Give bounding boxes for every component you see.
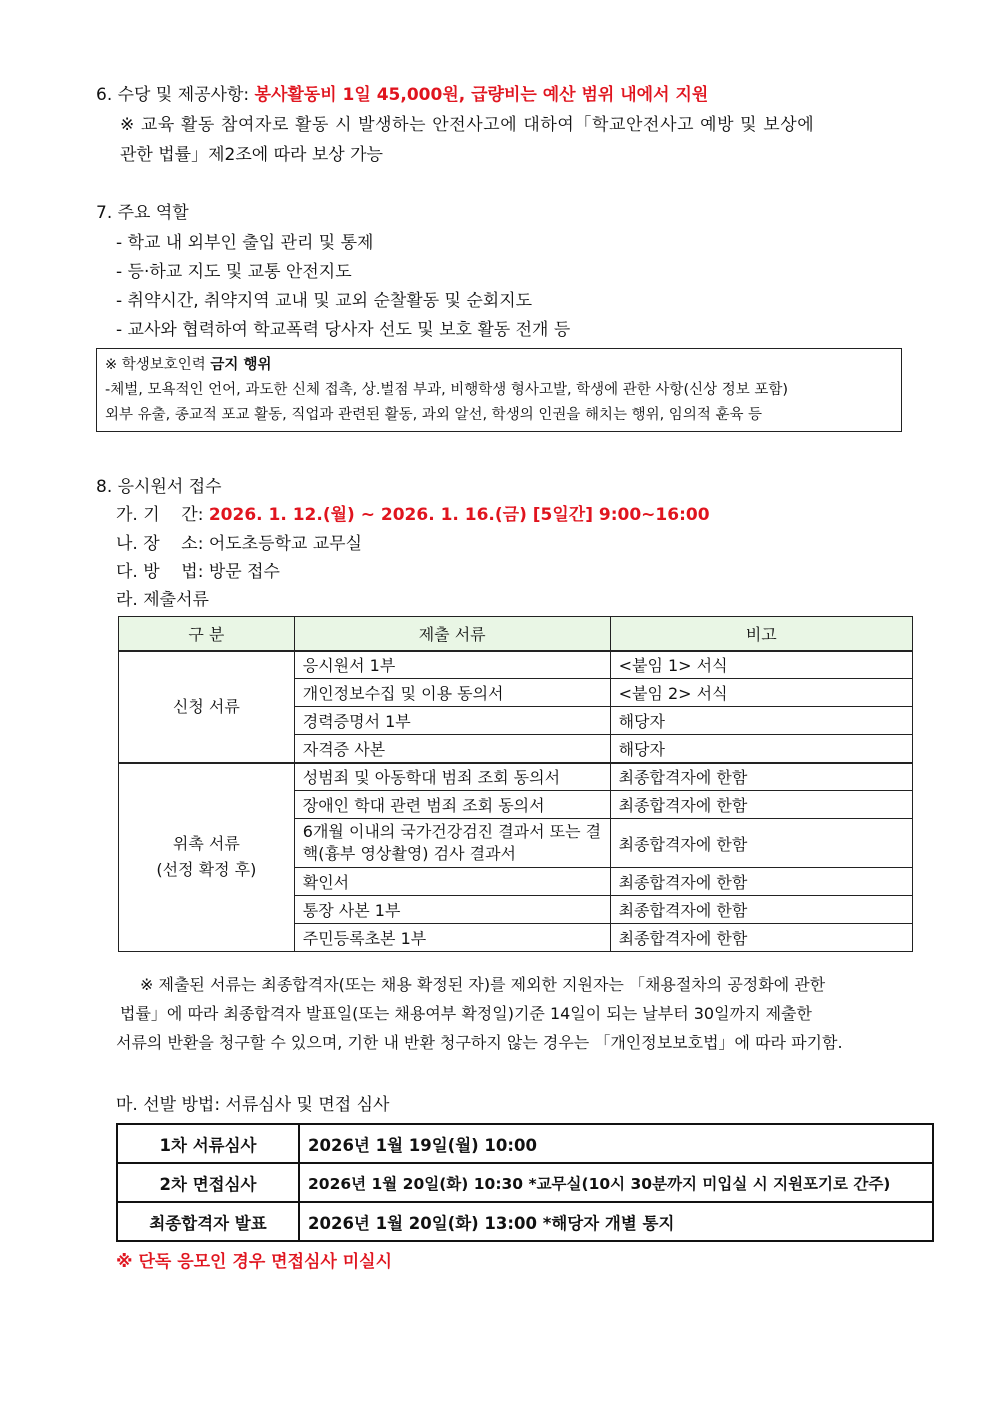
section8-heading: 8. 응시원서 접수 [96, 477, 222, 497]
role-item: - 교사와 협력하여 학교폭력 당사자 선도 및 보호 활동 전개 등 [116, 320, 571, 340]
role-item: - 취약시간, 취약지역 교내 및 교외 순찰활동 및 순회지도 [116, 291, 533, 311]
schedule-row [117, 1163, 933, 1202]
notice-title [105, 353, 893, 378]
table-header-row [119, 617, 913, 651]
document-cell: 성범죄 및 아동학대 범죄 조회 동의서 [294, 763, 610, 791]
notice-line2: -체벌, 모욕적인 언어, 과도한 신체 접촉, 상.벌점 부과, 비행학생 형사고발, 학생에 관한 사항(신상 정보 포함) [105, 382, 789, 398]
document-cell: 주민등록초본 1부 [294, 924, 610, 952]
notice-prefix: ※ 학생보호인력 [105, 357, 211, 373]
note-cell: 해당자 [610, 707, 912, 735]
schedule-value: 2026년 1월 20일(화) 10:30 *교무실(10시 30분까지 미입실 시 지원포기로 간주) [299, 1163, 933, 1202]
return-note-line2: 법률」에 따라 최종합격자 발표일(또는 채용여부 확정일)기준 14일이 되는 날부터 30일까지 제출한 [120, 1004, 812, 1023]
category-application: 신청 서류 [119, 651, 295, 763]
category-appointment-line1: 위촉 서류 [172, 834, 240, 854]
documents-heading: 라. 제출서류 [116, 590, 209, 610]
table-row [119, 763, 913, 791]
category-appointment-line2: (선정 확정 후) [156, 860, 257, 880]
documents-table [118, 616, 913, 952]
note-cell: 최종합격자에 한함 [610, 868, 912, 896]
note-cell: 최종합격자에 한함 [610, 896, 912, 924]
note-cell: 최종합격자에 한함 [610, 819, 912, 868]
document-cell: 확인서 [294, 868, 610, 896]
document-cell: 자격증 사본 [294, 735, 610, 763]
prohibited-acts-notice [96, 348, 902, 432]
section6-heading-text: 6. 수당 및 제공사항: [96, 85, 255, 105]
period-label: 가. 기 간: [116, 505, 209, 525]
role-item: - 등·하교 지도 및 교통 안전지도 [116, 262, 352, 282]
document-cell: 6개월 이내의 국가건강검진 결과서 또는 결핵(흉부 영상촬영) 검사 결과서 [294, 819, 610, 868]
schedule-label: 1차 서류심사 [117, 1124, 299, 1163]
section6-heading [96, 80, 708, 105]
allowance-highlight: 봉사활동비 1일 45,000원, 급량비는 예산 범위 내에서 지원 [254, 85, 709, 105]
selection-heading: 마. 선발 방법: 서류심사 및 면접 심사 [116, 1095, 390, 1115]
note-cell: <붙임 1> 서식 [610, 651, 912, 679]
application-place: 나. 장 소: 어도초등학교 교무실 [116, 534, 363, 554]
schedule-row [117, 1124, 933, 1163]
note-cell: 최종합격자에 한함 [610, 791, 912, 819]
schedule-table [116, 1123, 934, 1242]
notice-line3: 외부 유출, 종교적 포교 활동, 직업과 관련된 활동, 과외 알선, 학생의 인권을 해치는 행위, 임의적 훈육 등 [105, 407, 763, 423]
schedule-row [117, 1202, 933, 1241]
application-period [116, 500, 710, 525]
header-document: 제출 서류 [294, 617, 610, 651]
category-appointment [119, 763, 295, 952]
header-category: 구 분 [119, 617, 295, 651]
note-cell: 해당자 [610, 735, 912, 763]
insurance-note-line2: 관한 법률」제2조에 따라 보상 가능 [120, 145, 383, 165]
period-value: 2026. 1. 12.(월) ~ 2026. 1. 16.(금) [5일간] 9:00~16:00 [208, 505, 710, 525]
document-cell: 경력증명서 1부 [294, 707, 610, 735]
schedule-value: 2026년 1월 20일(화) 13:00 *해당자 개별 통지 [299, 1202, 933, 1241]
schedule-label: 최종합격자 발표 [117, 1202, 299, 1241]
return-note-line3: 서류의 반환을 청구할 수 있으며, 기한 내 반환 청구하지 않는 경우는 「개인정보보호법」에 따라 파기함. [116, 1033, 843, 1052]
notice-bold: 금지 행위 [210, 357, 272, 373]
document-cell: 통장 사본 1부 [294, 896, 610, 924]
schedule-value: 2026년 1월 19일(월) 10:00 [299, 1124, 933, 1163]
note-cell: <붙임 2> 서식 [610, 679, 912, 707]
return-note-line1: ※ 제출된 서류는 최종합격자(또는 채용 확정된 자)를 제외한 지원자는 「채용절차의 공정화에 관한 [140, 975, 826, 994]
role-item: - 학교 내 외부인 출입 관리 및 통제 [116, 233, 374, 253]
document-cell: 개인정보수집 및 이용 동의서 [294, 679, 610, 707]
note-cell: 최종합격자에 한함 [610, 924, 912, 952]
table-row [119, 651, 913, 679]
schedule-label: 2차 면접심사 [117, 1163, 299, 1202]
document-cell: 응시원서 1부 [294, 651, 610, 679]
insurance-note-line1: ※ 교육 활동 참여자로 활동 시 발생하는 안전사고에 대하여「학교안전사고 예방 및 보상에 [120, 115, 815, 135]
document-cell: 장애인 학대 관련 범죄 조회 동의서 [294, 791, 610, 819]
section7-heading: 7. 주요 역할 [96, 203, 189, 223]
note-cell: 최종합격자에 한함 [610, 763, 912, 791]
header-note: 비고 [610, 617, 912, 651]
final-note: ※ 단독 응모인 경우 면접심사 미실시 [116, 1252, 393, 1272]
application-method: 다. 방 법: 방문 접수 [116, 562, 280, 582]
